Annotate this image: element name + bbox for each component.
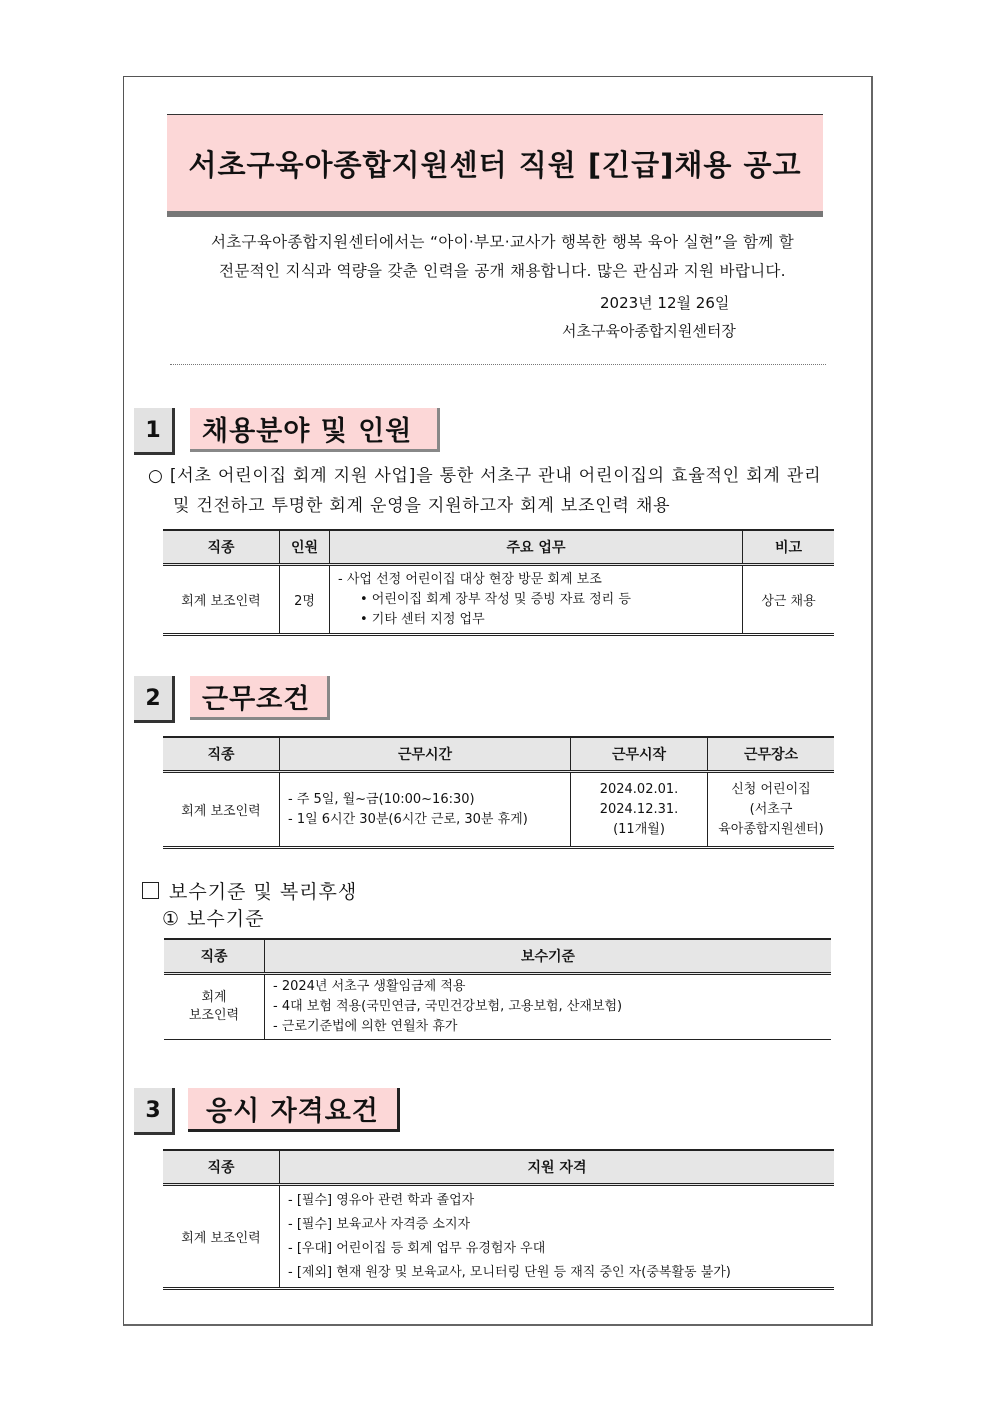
cell-qualification [280, 1185, 835, 1289]
pay-heading-text: 보수기준 및 복리후생 [169, 881, 358, 903]
end-date: 2024.12.31. [599, 801, 679, 817]
col-header-job: 직종 [163, 530, 280, 565]
intro-text [180, 228, 825, 286]
cell-hours [280, 772, 571, 848]
bullet-circle: ○ [148, 466, 164, 486]
duty-line: • 어린이집 회계 장부 작성 및 증빙 자료 정리 등 [360, 591, 631, 607]
cell-job: 회계 보조인력 [163, 565, 280, 635]
col-header-pay: 보수기준 [265, 939, 832, 974]
table-row [163, 1185, 834, 1289]
notice-date: 2023년 12월 26일 [600, 294, 730, 312]
pay-subheading: ① 보수기준 [162, 908, 265, 930]
qualification-line: - [우대] 어린이집 등 회계 업무 유경험자 우대 [288, 1240, 546, 1256]
pay-table [164, 938, 831, 1040]
col-header-hours: 근무시간 [280, 737, 571, 772]
col-header-job: 직종 [164, 939, 265, 974]
recruit-table [163, 529, 834, 636]
section-2-title: 근무조건 [190, 676, 330, 720]
table-row [163, 772, 834, 848]
para-line-1: [서초 어린이집 회계 지원 사업]을 통한 서초구 관내 어린이집의 효율적인 회계 관리 [169, 466, 822, 486]
duration: (11개월) [613, 821, 665, 837]
qualification-line: - [제외] 현재 원장 및 보육교사, 모니터링 단원 등 재직 중인 자(중복활동 불가) [288, 1264, 731, 1280]
section-1-title: 채용분야 및 인원 [190, 408, 440, 452]
pay-line: - 2024년 서초구 생활임금제 적용 [273, 979, 466, 994]
cell-start [571, 772, 708, 848]
qualification-line: - [필수] 보육교사 자격증 소지자 [288, 1216, 471, 1232]
page-title: 서초구육아종합지원센터 직원 [긴급]채용 공고 [188, 147, 802, 182]
notice-signer: 서초구육아종합지원센터장 [562, 322, 736, 340]
job-line: 보조인력 [188, 1008, 240, 1023]
place-line: (서초구 [749, 801, 793, 817]
para-line-2: 및 건전하고 투명한 회계 운영을 지원하고자 회계 보조인력 채용 [173, 496, 671, 516]
dotted-divider [170, 364, 826, 365]
pay-line: - 근로기준법에 의한 연월차 휴가 [273, 1019, 458, 1034]
cell-job [164, 974, 265, 1040]
section-1-paragraph [148, 461, 868, 521]
qualification-line: - [필수] 영유아 관련 학과 졸업자 [288, 1192, 475, 1208]
section-3-number: 3 [134, 1088, 175, 1135]
checkbox-square-icon [142, 882, 159, 899]
col-header-duty: 주요 업무 [330, 530, 743, 565]
work-conditions-table [163, 736, 834, 849]
cell-job: 회계 보조인력 [163, 772, 280, 848]
job-line: 회계 [201, 990, 227, 1005]
cell-duty [330, 565, 743, 635]
start-date: 2024.02.01. [599, 781, 679, 797]
hours-line: - 1일 6시간 30분(6시간 근로, 30분 휴게) [288, 811, 528, 827]
cell-note: 상근 채용 [743, 565, 835, 635]
cell-job: 회계 보조인력 [163, 1185, 280, 1289]
intro-line-2: 전문적인 지식과 역량을 갖춘 인력을 공개 채용합니다. 많은 관심과 지원 바랍니다. [219, 262, 786, 280]
pay-heading [142, 877, 357, 904]
cell-pay [265, 974, 832, 1040]
col-header-start: 근무시작 [571, 737, 708, 772]
duty-line: - 사업 선정 어린이집 대상 현장 방문 회계 보조 [338, 571, 602, 587]
col-header-count: 인원 [280, 530, 330, 565]
section-3-title: 응시 자격요건 [188, 1088, 400, 1132]
col-header-note: 비고 [743, 530, 835, 565]
pay-line: - 4대 보험 적용(국민연금, 국민건강보험, 고용보험, 산재보험) [273, 999, 623, 1014]
hours-line: - 주 5일, 월~금(10:00~16:30) [288, 791, 475, 807]
section-1-number: 1 [134, 408, 175, 455]
title-banner [167, 114, 823, 217]
cell-count: 2명 [280, 565, 330, 635]
col-header-job: 직종 [163, 1150, 280, 1185]
table-row [163, 565, 834, 635]
col-header-qualification: 지원 자격 [280, 1150, 835, 1185]
intro-line-1: 서초구육아종합지원센터에서는 “아이·부모·교사가 행복한 행복 육아 실현”을 함께 할 [211, 233, 794, 251]
duty-line: • 기타 센터 지정 업무 [360, 611, 485, 627]
qualification-table [163, 1149, 834, 1290]
place-line: 신청 어린이집 [731, 781, 811, 797]
cell-place [708, 772, 835, 848]
section-2-number: 2 [134, 676, 175, 723]
col-header-place: 근무장소 [708, 737, 835, 772]
col-header-job: 직종 [163, 737, 280, 772]
table-row [164, 974, 831, 1040]
place-line: 육아종합지원센터) [718, 821, 824, 837]
